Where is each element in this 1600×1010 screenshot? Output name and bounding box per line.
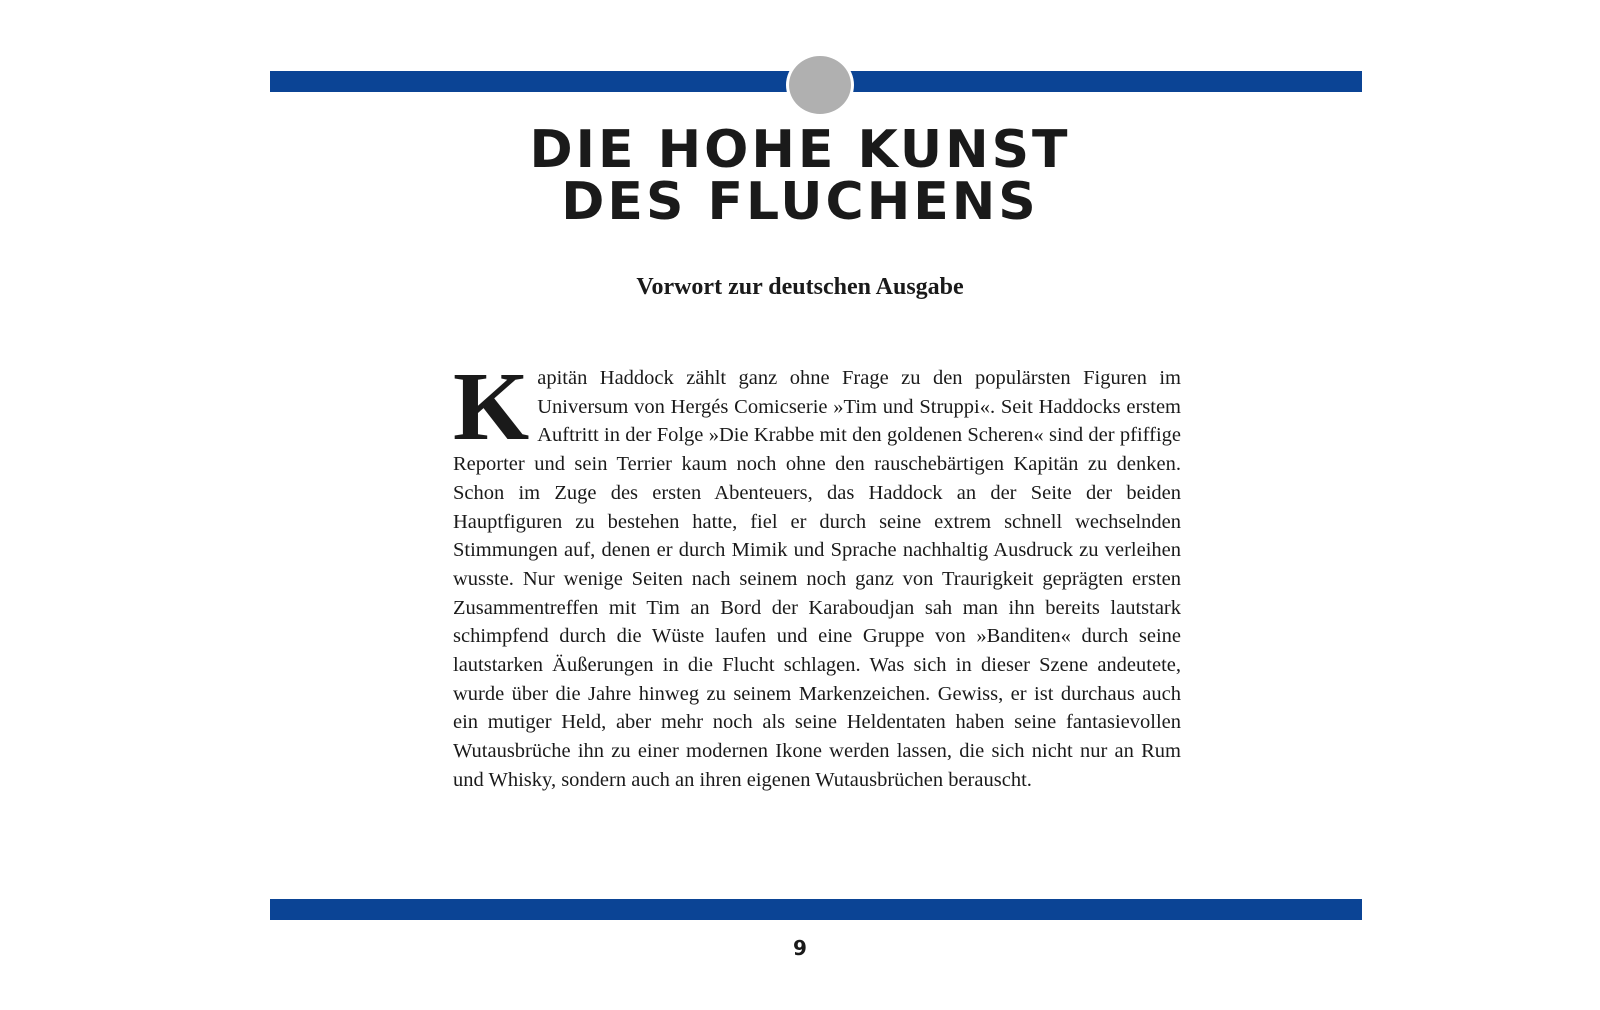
page-number: 9: [793, 936, 807, 960]
paragraph: apitän Haddock zählt ganz ohne Frage zu den populärsten Figuren im Universum von Hergés Comicserie »Tim und Struppi«. Seit Haddocks erstem Auftritt in der Folge »Die Krabbe mit den goldenen Scheren« sind der pfiffige Reporter und sein Terrier kaum noch ohne den rauschebärtigen Kapitän zu denken. Schon im Zuge des ersten Abenteuers, das Haddock an der Seite der beiden Hauptfiguren zu bestehen hatte, fiel er durch seine extrem schnell wechselnden Stimmungen auf, denen er durch Mimik und Sprache nachhaltig Ausdruck zu verleihen wusste. Nur wenige Seiten nach seinem noch ganz von Traurigkeit geprägten ersten Zusammentreffen mit Tim an Bord der Karaboudjan sah man ihn bereits lautstark schimpfend durch die Wüste laufen und eine Gruppe von »Banditen« durch seine lautstarken Äußerungen in die Flucht schlagen. Was sich in dieser Szene andeutete, wurde über die Jahre hinweg zu seinem Markenzeichen. Gewiss, er ist durchaus auch ein mutiger Held, aber mehr noch als seine Heldentaten haben seine fantasievollen Wutausbrüche ihn zu einer modernen Ikone werden lassen, die sich nicht nur an Rum und Whisky, sondern auch an ihren eigenen Wutausbrüchen berauscht.: [453, 367, 1181, 791]
title-line-1: DIE HOHE KUNST: [529, 120, 1071, 180]
title-line-2: DES FLUCHENS: [561, 172, 1039, 232]
bottom-decorative-bar: [270, 899, 1362, 920]
body-text: [453, 353, 1181, 795]
drop-cap: K: [453, 353, 530, 461]
subtitle: Vorwort zur deutschen Ausgabe: [636, 274, 964, 300]
page-title: [0, 120, 1600, 232]
decorative-circle: [786, 53, 854, 117]
